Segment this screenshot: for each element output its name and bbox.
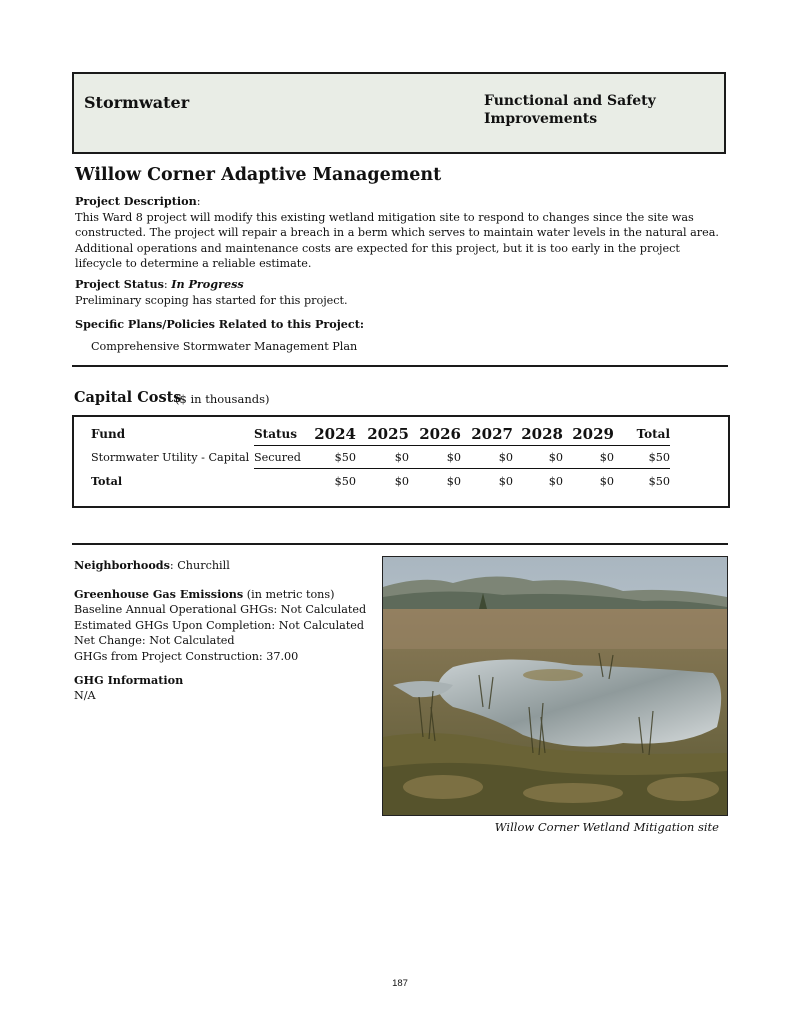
ghg-line: Estimated GHGs Upon Completion: Not Calculated xyxy=(74,618,365,632)
year-header: 2025 xyxy=(356,423,409,446)
year-header: 2027 xyxy=(461,423,513,446)
project-description xyxy=(75,194,725,272)
total-header: Total xyxy=(614,423,670,446)
neighborhoods-colon: : xyxy=(169,559,178,572)
capital-costs-table-box xyxy=(72,415,730,508)
status-cell: Secured xyxy=(254,446,309,469)
capital-costs-units: ($ in thousands) xyxy=(175,392,270,406)
grand-total-cell: $50 xyxy=(648,474,670,488)
plans-label: Specific Plans/Policies Related to this Project: xyxy=(75,317,365,331)
status-colon: : xyxy=(163,278,172,291)
value-cell: $0 xyxy=(356,446,409,469)
total-value-cell: $0 xyxy=(599,474,614,488)
description-colon: : xyxy=(196,195,201,208)
fund-header: Fund xyxy=(91,427,126,442)
status-header: Status xyxy=(254,423,309,446)
value-cell: $0 xyxy=(563,446,614,469)
section-divider xyxy=(72,543,728,545)
project-title: Willow Corner Adaptive Management xyxy=(75,165,442,185)
capital-costs-table xyxy=(91,423,670,493)
plans-section xyxy=(75,317,725,333)
table-row xyxy=(91,446,670,469)
table-header-row xyxy=(91,423,670,446)
ghg-units: (in metric tons) xyxy=(243,588,335,601)
photo-caption: Willow Corner Wetland Mitigation site xyxy=(494,820,719,834)
ghg-information xyxy=(74,673,374,704)
status-label: Project Status xyxy=(75,277,164,291)
wetland-photo xyxy=(382,556,728,816)
ghg-line: Baseline Annual Operational GHGs: Not Calculated xyxy=(74,603,367,617)
value-cell: $50 xyxy=(309,446,356,469)
total-value-cell: $0 xyxy=(446,474,461,488)
ghg-info-value: N/A xyxy=(74,689,96,703)
total-label: Total xyxy=(91,473,123,488)
total-value-cell: $0 xyxy=(394,474,409,488)
value-cell: $0 xyxy=(461,446,513,469)
page-number: 187 xyxy=(392,978,408,989)
value-cell: $0 xyxy=(409,446,461,469)
ghg-line: GHGs from Project Construction: 37.00 xyxy=(74,649,299,663)
year-header: 2029 xyxy=(563,423,614,446)
table-total-row xyxy=(91,469,670,494)
project-status xyxy=(75,277,725,308)
neighborhoods-value: Churchill xyxy=(177,559,230,572)
status-value: In Progress xyxy=(171,277,244,291)
wetland-scene-image xyxy=(383,557,727,815)
neighborhoods xyxy=(74,558,374,573)
ghg-section xyxy=(74,587,374,664)
ghg-line: Net Change: Not Calculated xyxy=(74,634,235,648)
capital-costs-title: Capital Costs xyxy=(74,389,182,406)
year-header: 2028 xyxy=(513,423,563,446)
year-header: 2024 xyxy=(309,423,356,446)
plan-item: Comprehensive Stormwater Management Plan xyxy=(91,340,358,353)
description-label: Project Description xyxy=(75,194,197,208)
total-value-cell: $50 xyxy=(334,474,356,488)
year-header: 2026 xyxy=(409,423,461,446)
total-status-cell xyxy=(254,469,309,494)
value-cell: $0 xyxy=(513,446,563,469)
ghg-info-label: GHG Information xyxy=(74,673,184,687)
total-value-cell: $0 xyxy=(548,474,563,488)
total-value-cell: $0 xyxy=(498,474,513,488)
ghg-label: Greenhouse Gas Emissions xyxy=(74,587,244,601)
section-divider xyxy=(72,365,728,367)
category-title: Stormwater xyxy=(84,93,190,112)
neighborhoods-label: Neighborhoods xyxy=(74,558,170,572)
fund-cell: Stormwater Utility - Capital xyxy=(91,450,250,464)
category-header-box xyxy=(72,72,726,154)
status-detail: Preliminary scoping has started for this project. xyxy=(75,293,348,307)
project-type: Functional and Safety Improvements xyxy=(484,93,656,127)
row-total-cell: $50 xyxy=(614,446,670,469)
description-text: This Ward 8 project will modify this existing wetland mitigation site to respond to changes since the site was constructed. The project will repair a breach in a berm which serves to maintain water levels in the natural area. Additional operations and maintenance costs are expected for this project, but it is too early in the project lifecycle to determine a reliable estimate. xyxy=(75,210,719,271)
